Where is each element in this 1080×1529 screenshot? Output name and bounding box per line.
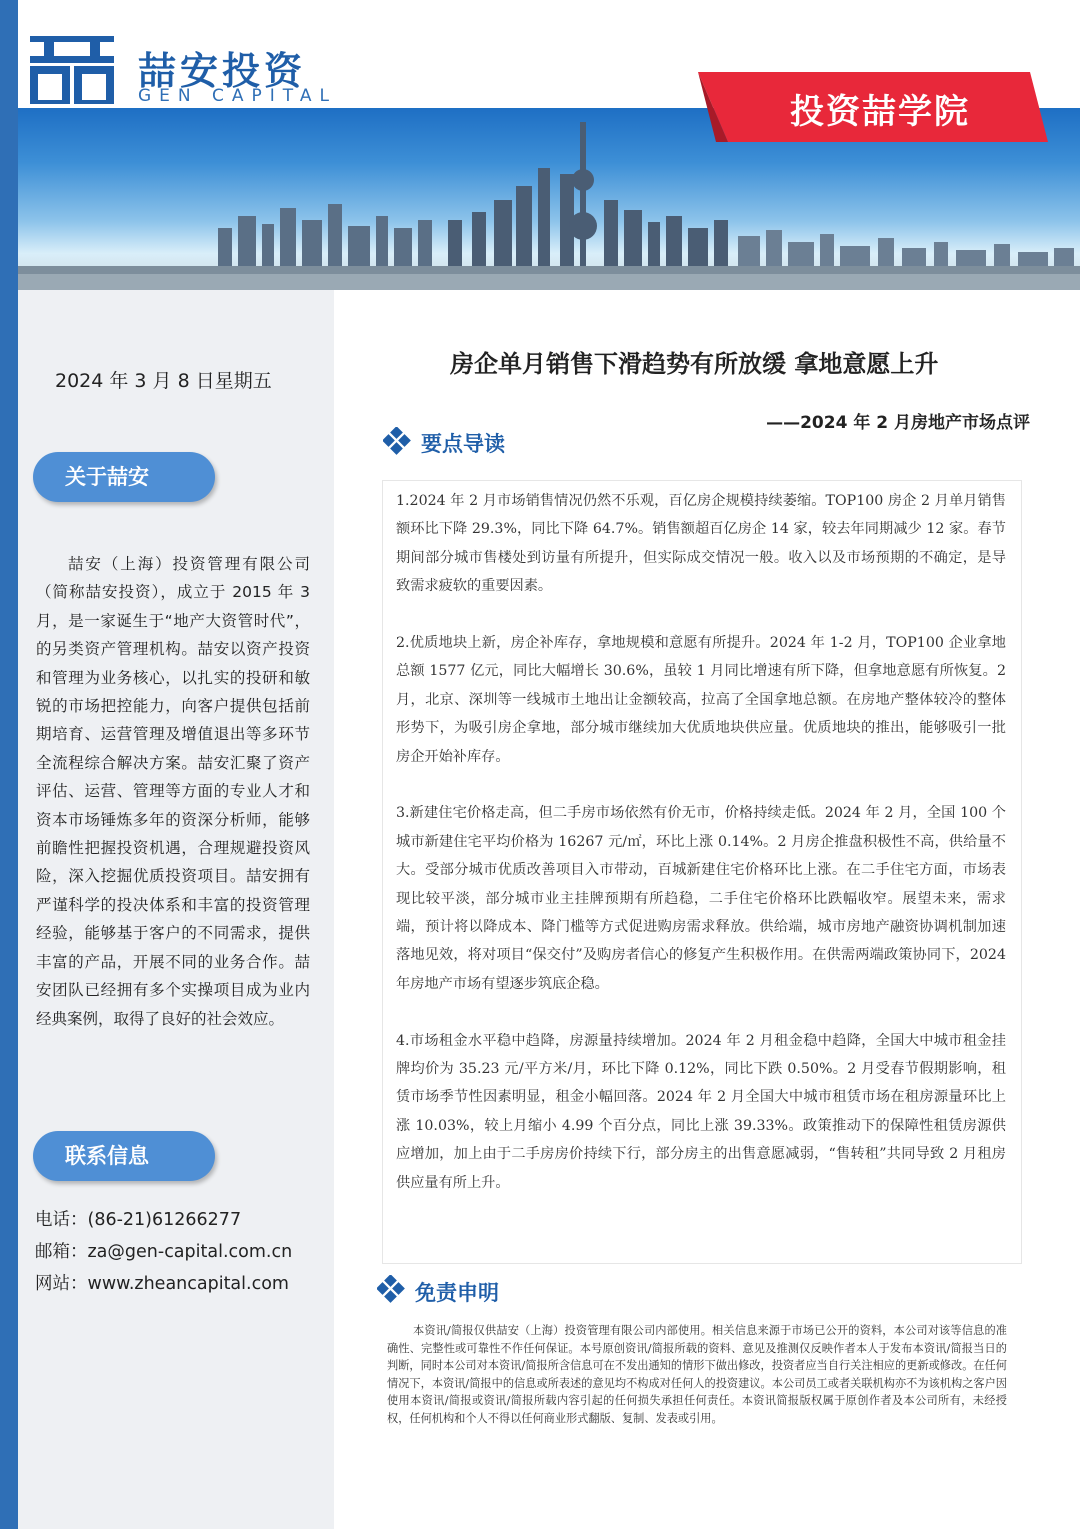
summary-heading: 要点导读	[421, 432, 505, 456]
email-link[interactable]: 邮箱：za@gen-capital.com.cn	[35, 1242, 293, 1262]
website-link[interactable]: 网站：www.zheancapital.com	[35, 1274, 289, 1294]
contact-info	[35, 1204, 292, 1300]
brand-name-cn: 喆安投资	[138, 49, 307, 93]
about-text: 喆安（上海）投资管理有限公司（简称喆安投资），成立于 2015 年 3 月，是一家诞生于“地产大资管时代”，的另类资产管理机构。喆安以资产投资和管理为业务核心，以扎实的投研和敏锐的市场把控能力，向客户提供包括前期培育、运营管理及增值退出等多环节全流程综合解决方案。喆安汇聚了资产评估、运营、管理等方面的专业人才和资本市场锤炼多年的资深分析师，能够前瞻性把握投资机遇，合理规避投资风险，深入挖掘优质投资项目。喆安拥有严谨科学的投决体系和丰富的投资管理经验，能够基于客户的不同需求，提供丰富的产品，开展不同的业务合作。喆安团队已经拥有多个实操项目成为业内经典案例，取得了良好的社会效应。	[36, 555, 310, 1028]
summary-point: 2.优质地块上新，房企补库存，拿地规模和意愿有所提升。2024 年 1-2 月，TOP100 企业拿地总额 1577 亿元，同比大幅增长 30.6%，虽较 1 月同比增速有所下降，但拿地意愿有所恢复。2 月，北京、深圳等一线城市土地出让金额较高，拉高了全国拿地总额。在房地产整体较冷的整体形势下，为吸引房企拿地，部分城市继续加大优质地块供应量。优质地块的推出，能够吸引一批房企开始补库存。	[396, 635, 1006, 765]
diamond-bullet-icon	[383, 427, 411, 455]
gen-capital-logo-icon	[30, 36, 114, 104]
page-title: 房企单月销售下滑趋势有所放缓 拿地意愿上升	[450, 350, 939, 378]
summary-point: 3.新建住宅价格走高，但二手房市场依然有价无市，价格持续走低。2024 年 2 月，全国 100 个城市新建住宅平均价格为 16267 元/㎡，环比上涨 0.14%。2 月房企推盘积极性不高，供给量不大。受部分城市优质改善项目入市带动，百城新建住宅价格环比上涨。在二手住宅方面，市场表现比较平淡，部分城市业主挂牌预期有所趋稳，二手住宅价格环比跌幅收窄。展望未来，需求端，预计将以降成本、降门槛等方式促进购房需求释放。供给端，城市房地产融资协调机制加速落地见效，将对项目“保交付”及购房者信心的修复产生积极作用。在供需两端政策协同下，2024 年房地产市场有望逐步筑底企稳。	[396, 805, 1006, 992]
report-date: 2024 年 3 月 8 日星期五	[55, 370, 272, 392]
summary-point: 4.市场租金水平稳中趋降，房源量持续增加。2024 年 2 月租金稳中趋降，全国大中城市租金挂牌均价为 35.23 元/平方米/月，环比下降 0.12%，同比下跌 0.50%。2 月受春节假期影响，租赁市场季节性因素明显，租金小幅回落。2024 年 2 月全国大中城市租赁市场在租房源量环比上涨 10.03%，较上月缩小 4.99 个百分点，同比上涨 39.33%。政策推动下的保障性租赁房源供应增加，加上由于二手房房价持续下行，部分房主的出售意愿减弱，“售转租”共同导致 2 月租房供应量有所上升。	[396, 1032, 1006, 1191]
page-subtitle: ——2024 年 2 月房地产市场点评	[766, 413, 1030, 433]
left-accent-stripe	[0, 0, 18, 1529]
diamond-bullet-icon	[377, 1275, 405, 1303]
academy-label: 投资喆学院	[790, 92, 970, 132]
brand-name-en: GEN CAPITAL	[138, 86, 337, 106]
disclaimer-text: 本资讯/简报仅供喆安（上海）投资管理有限公司内部使用。相关信息来源于市场已公开的资料，本公司对该等信息的准确性、完整性或可靠性不作任何保证。本号原创资讯/简报所载的资料、意见及推测仅反映作者本人于发布本资讯/简报当日的判断，同时本公司对本资讯/简报所含信息可在不发出通知的情形下做出修改，投资者应当自行关注相应的更新或修改。在任何情况下，本资讯/简报中的信息或所表述的意见均不构成对任何人的投资建议。本公司员工或者关联机构亦不为该机构之客户因使用本资讯/简报或资讯/简报所载内容引起的任何损失承担任何责任。本资讯简报版权属于原创作者及本公司所有，未经授权，任何机构和个人不得以任何商业形式翻版、复制、发表或引用。	[387, 1324, 1007, 1425]
contact-heading: 联系信息	[33, 1131, 215, 1181]
disclaimer-heading: 免责申明	[415, 1281, 499, 1305]
phone: 电话：(86-21)61266277	[35, 1210, 242, 1230]
about-heading: 关于喆安	[33, 452, 215, 502]
summary-points	[396, 487, 1006, 1226]
summary-point: 1.2024 年 2 月市场销售情况仍然不乐观，百亿房企规模持续萎缩。TOP100 房企 2 月单月销售额环比下降 29.3%，同比下降 64.7%。销售额超百亿房企 14 家，较去年同期减少 12 家。春节期间部分城市售楼处到访量有所提升，但实际成交情况一般。收入以及市场预期的不确定，是导致需求疲软的重要因素。	[396, 493, 1006, 595]
